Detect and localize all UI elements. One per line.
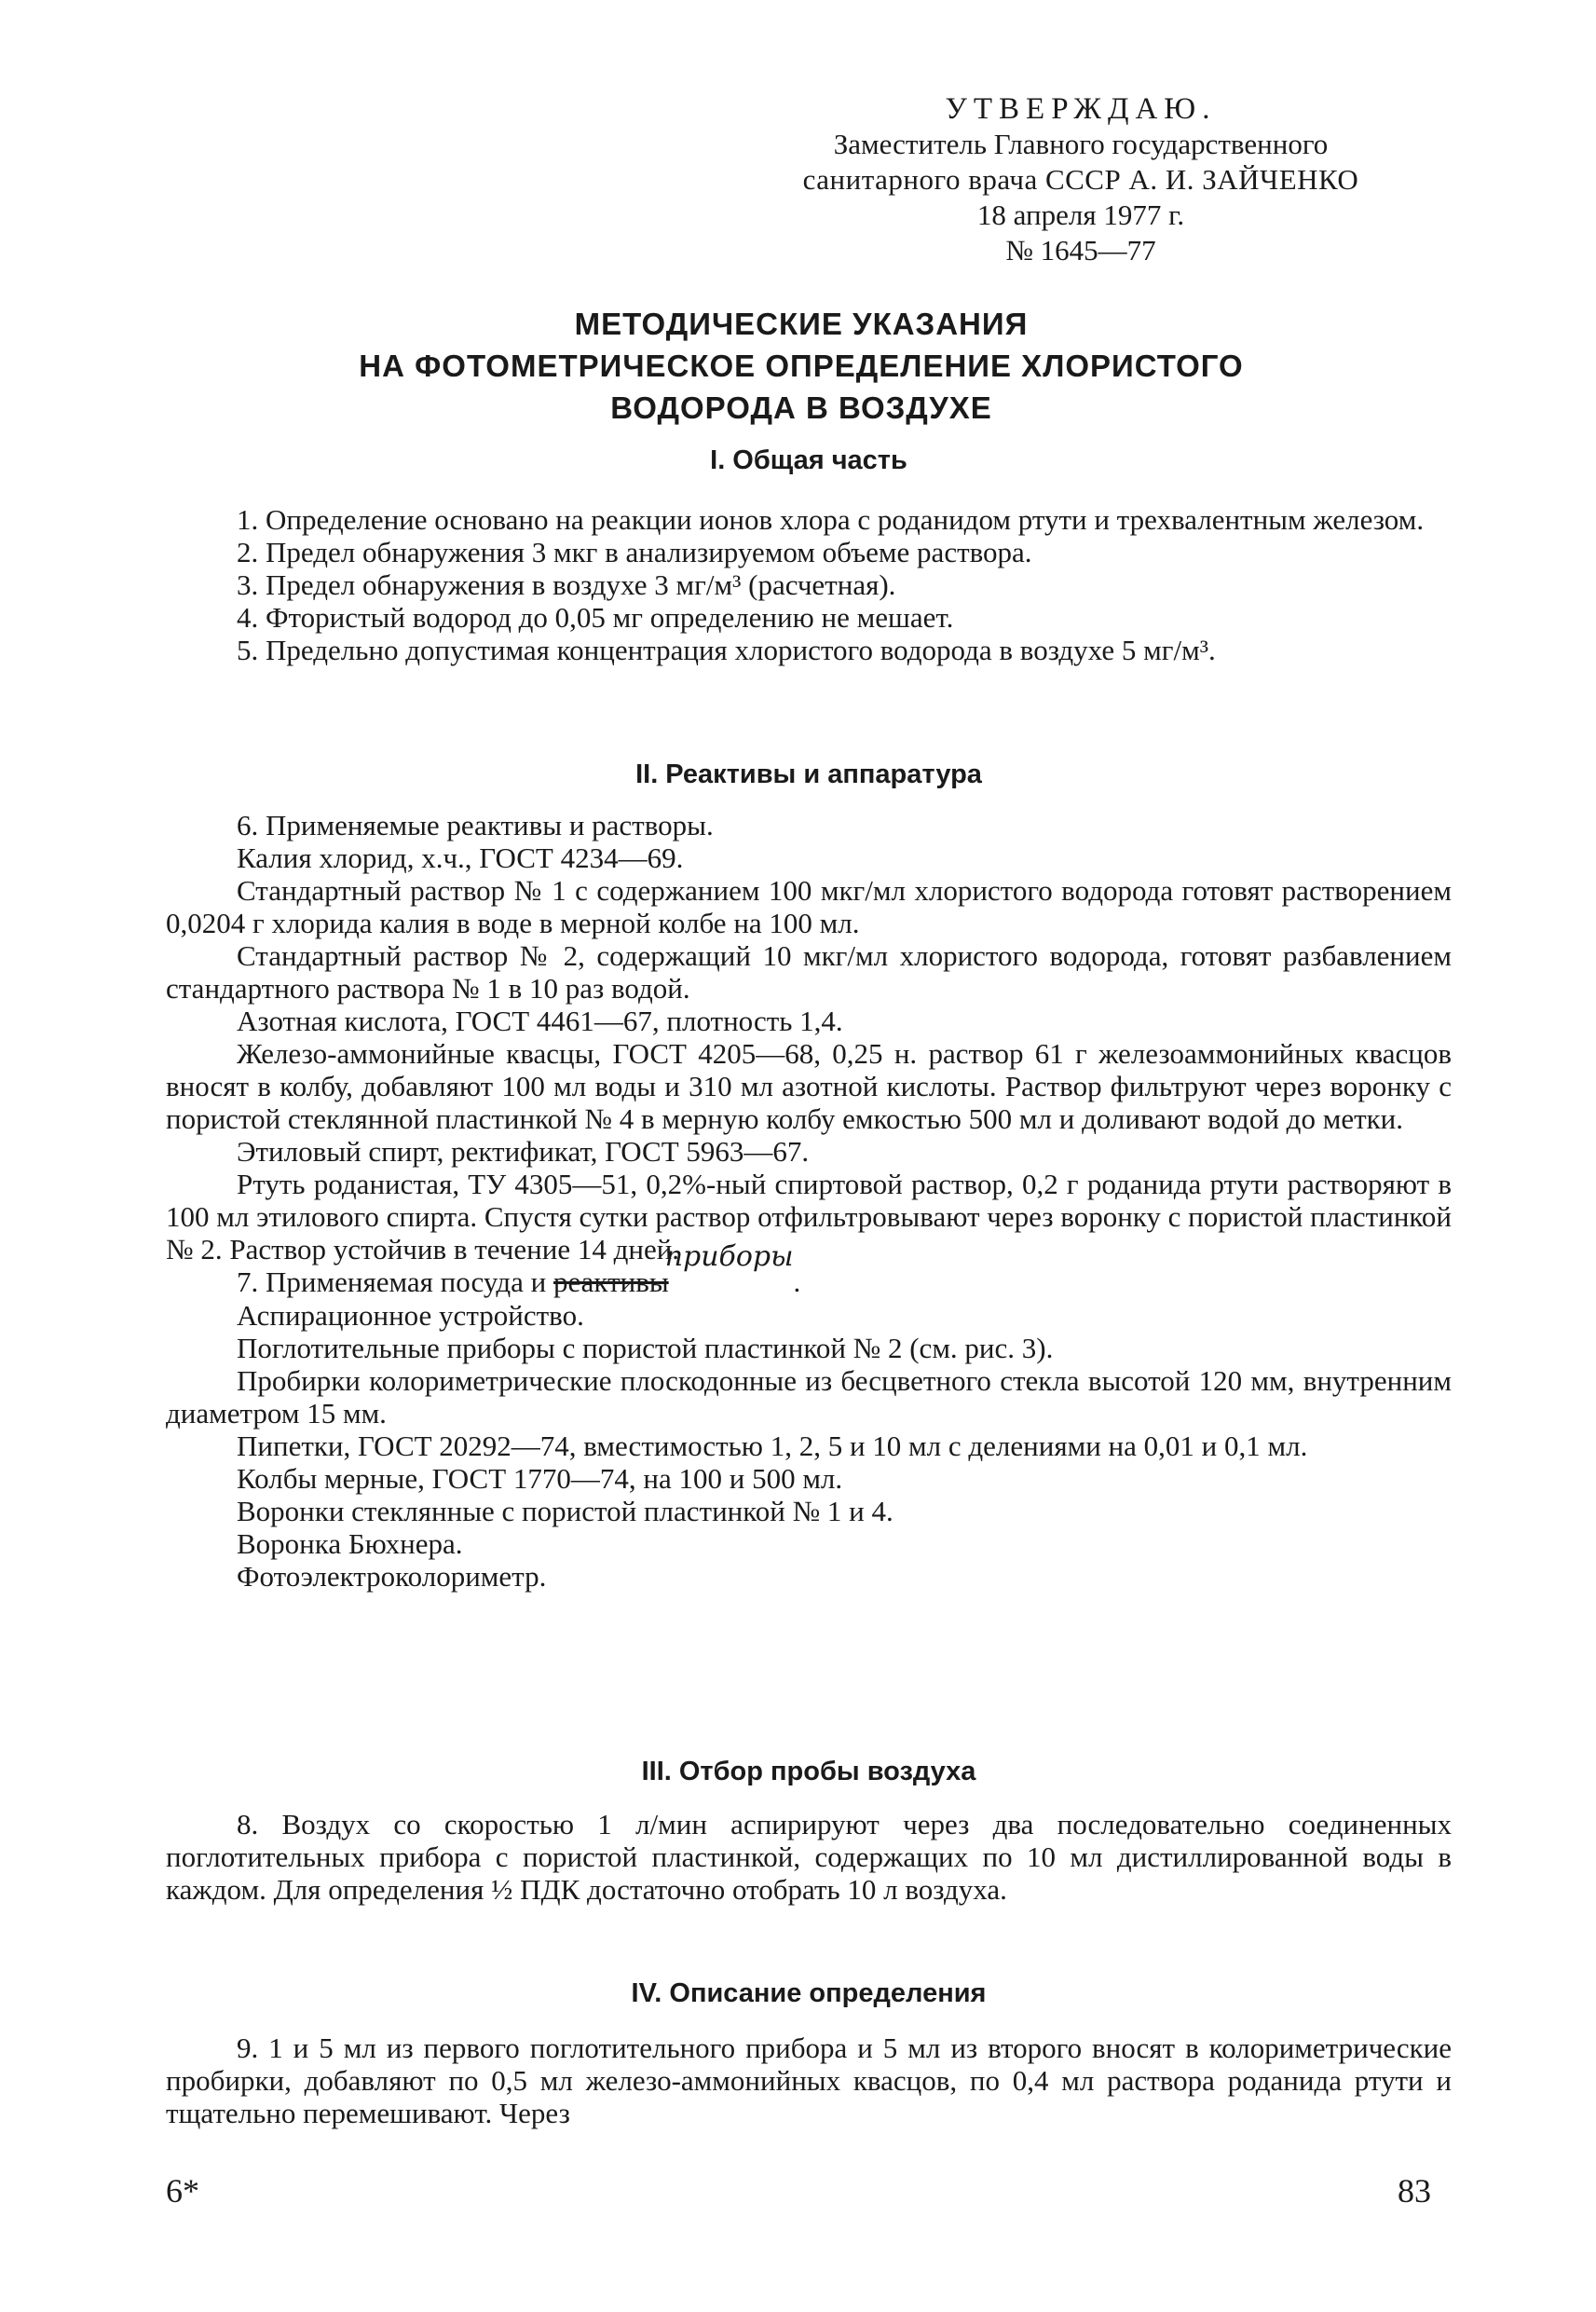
paragraph-1: 1. Определение основано на реакции ионов хлора с роданидом ртути и трехвалентным железом. (237, 503, 1425, 536)
paragraph-3: 3. Предел обнаружения в воздухе 3 мг/м³ (расчетная). (237, 568, 896, 601)
approval-line-1: Заместитель Главного государственного (833, 128, 1329, 160)
section-3-body (166, 1808, 1452, 1906)
approval-number: № 1645—77 (1005, 234, 1156, 267)
approval-block (708, 91, 1453, 268)
paragraph-2: 2. Предел обнаружения 3 мкг в анализируемом объеме раствора. (237, 536, 1032, 568)
paragraph-4: 4. Фтористый водород до 0,05 мг определению не мешает. (237, 601, 954, 634)
paragraph-6e: Железо-аммонийные квасцы, ГОСТ 4205—68, 0,25 н. раствор 61 г железоаммонийных квасцов вносят в колбу, добавляют 100 мл воды и 310 мл азотной кислоты. Раствор фильтруют через воронку с пористой стеклянной пластинкой № 4 в мерную колбу емкостью 500 мл и доливают водой до метки. (166, 1037, 1452, 1135)
paragraph-7h: Фотоэлектроколориметр. (237, 1560, 547, 1593)
paragraph-6b: Стандартный раствор № 1 с содержанием 100 мкг/мл хлористого водорода готовят растворением 0,0204 г хлорида калия в воде в мерной колбе на 100 мл. (166, 874, 1452, 939)
approval-heading: УТВЕРЖДАЮ. (945, 92, 1217, 126)
paragraph-7-prefix: 7. Применяемая посуда и (237, 1265, 554, 1298)
section-3-heading: III. Отбор пробы воздуха (641, 1757, 976, 1786)
section-1-body (166, 503, 1452, 666)
paragraph-6c: Стандартный раствор № 2, содержащий 10 мкг/мл хлористого водорода, готовят разбавлением стандартного раствора № 1 в 10 раз водой. (166, 939, 1452, 1005)
paragraph-6d: Азотная кислота, ГОСТ 4461—67, плотность 1,4. (237, 1005, 843, 1037)
paragraph-8: 8. Воздух со скоростью 1 л/мин аспирируют через два последовательно соединенных поглотительных прибора с пористой пластинкой, содержащих по 10 мл дистиллированной воды в каждом. Для определения ½ ПДК достаточно отобрать 10 л воздуха. (166, 1808, 1452, 1906)
paragraph-7e: Колбы мерные, ГОСТ 1770—74, на 100 и 500 мл. (237, 1462, 843, 1495)
paragraph-7f: Воронки стеклянные с пористой пластинкой № 1 и 4. (237, 1495, 893, 1527)
paragraph-6f: Этиловый спирт, ректификат, ГОСТ 5963—67. (237, 1135, 810, 1168)
section-4-heading: IV. Описание определения (631, 1978, 987, 2008)
paragraph-9: 9. 1 и 5 мл из первого поглотительного прибора и 5 мл из второго вносят в колориметрические пробирки, добавляют по 0,5 мл железо-аммонийных квасцов, по 0,4 мл раствора роданида ртути и тщательно перемешивают. Через (166, 2032, 1452, 2129)
section-2-heading: II. Реактивы и аппаратура (635, 759, 982, 789)
paragraph-7b: Поглотительные приборы с пористой пластинкой № 2 (см. рис. 3). (237, 1332, 1054, 1364)
paragraph-6a: Калия хлорид, х.ч., ГОСТ 4234—69. (237, 841, 684, 874)
paragraph-7g: Воронка Бюхнера. (237, 1527, 463, 1560)
title-line-1: МЕТОДИЧЕСКИЕ УКАЗАНИЯ (574, 307, 1029, 341)
section-2-body (166, 809, 1452, 1593)
paragraph-6g: Ртуть роданистая, ТУ 4305—51, 0,2%-ный спиртовой раствор, 0,2 г роданида ртути растворяют в 100 мл этилового спирта. Спустя сутки раствор отфильтровывают через воронку с пористой пластинкой № 2. Раствор устойчив в течение 14 дней. (166, 1168, 1452, 1265)
paragraph-7c: Пробирки колориметрические плоскодонные из бесцветного стекла высотой 120 мм, внутренним диаметром 15 мм. (166, 1364, 1452, 1430)
section-4-body (166, 2032, 1452, 2129)
paragraph-7a: Аспирационное устройство. (237, 1299, 584, 1332)
paragraph-7-suffix: . (793, 1265, 801, 1298)
approval-line-2: санитарного врача СССР А. И. ЗАЙЧЕНКО (802, 163, 1359, 196)
paragraph-5: 5. Предельно допустимая концентрация хлористого водорода в воздухе 5 мг/м³. (237, 634, 1216, 666)
page-number: 83 (1398, 2172, 1431, 2209)
section-1-heading: I. Общая часть (710, 445, 907, 475)
paragraph-6: 6. Применяемые реактивы и растворы. (237, 809, 714, 841)
paragraph-7 (166, 1240, 1452, 1299)
signature-mark: 6* (166, 2172, 199, 2209)
handwritten-correction: приборы (664, 1240, 794, 1273)
paragraph-7d: Пипетки, ГОСТ 20292—74, вместимостью 1, 2, 5 и 10 мл с делениями на 0,01 и 0,1 мл. (237, 1430, 1308, 1462)
struck-word: реактивы (553, 1265, 669, 1298)
document-title (214, 303, 1388, 429)
title-line-2: НА ФОТОМЕТРИЧЕСКОЕ ОПРЕДЕЛЕНИЕ ХЛОРИСТОГО (359, 349, 1244, 383)
approval-date: 18 апреля 1977 г. (976, 198, 1185, 231)
title-line-3: ВОДОРОДА В ВОЗДУХЕ (610, 390, 992, 425)
